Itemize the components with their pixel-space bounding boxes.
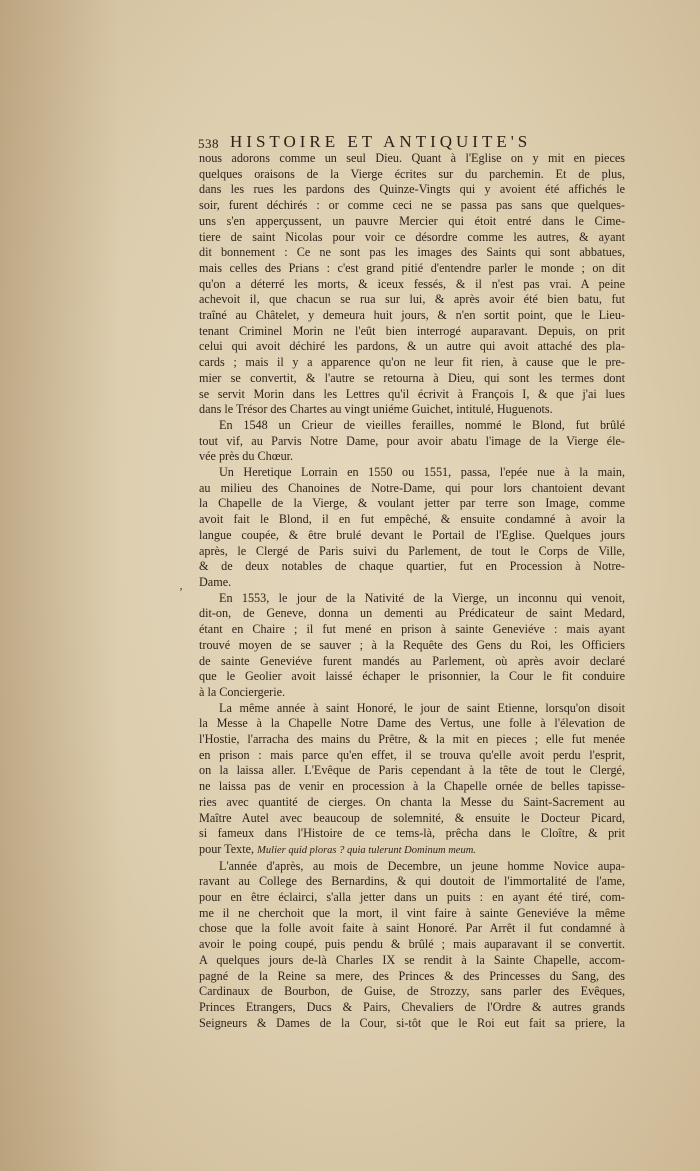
text-line: que le Geolier avoit laissé échaper le prisonnier, la Cour le fit conduire <box>199 669 625 684</box>
text-line: au milieu des Chanoines de Notre-Dame, qui pour lors chantoient devant <box>199 480 625 495</box>
page-number: 538 <box>198 136 219 151</box>
text-line: se servit Morin dans les Lettres qu'il écrivit à François I, & que j'ai lues <box>199 386 625 401</box>
text-line: quelques oraisons de la Vierge écrites sur du parchemin. Et de plus, <box>199 166 625 181</box>
text-line: me il ne cherchoit que la mort, il vint faire à sainte Geneviéve la même <box>199 905 625 920</box>
text-line: étant en Chaire ; il fut mené en prison à sainte Geneviéve : mais ayant <box>199 622 625 637</box>
text-line: ries avec quantité de cierges. On chanta la Messe du Saint-Sacrement au <box>199 794 625 809</box>
text-line: uns s'en apperçussent, un pauvre Mercier qui étoit entré dans le Cime- <box>199 213 625 228</box>
text-line: dit-on, de Geneve, donna un dementi au Prédicateur de saint Medard, <box>199 606 625 621</box>
text-line: en prison : mais parce qu'en effet, il se trouva qu'elle avoit perdu l'esprit, <box>199 747 625 762</box>
margin-mark: ʼ <box>179 585 183 599</box>
text-line: avoit fait le Blond, il en fut empêché, & ensuite condamné à avoir la <box>199 512 625 527</box>
text-line: après, le Clergé de Paris suivi du Parlement, de tout le Corps de Ville, <box>199 543 625 558</box>
text-line: Princes Etrangers, Ducs & Pairs, Chevaliers de l'Ordre & autres grands <box>199 999 625 1014</box>
text-line: La même année à saint Honoré, le jour de saint Etienne, lorsqu'on disoit <box>219 700 625 715</box>
text-line: langue coupée, & être brulé devant le Portail de l'Eglise. Quelques jours <box>199 527 625 542</box>
text-line: celui qui avoit déchiré les pardons, & un autre qui avoit attaché des pla- <box>199 339 625 354</box>
text-line: Cardinaux de Bourbon, de Guise, de Strozzy, sans parler des Evêques, <box>199 984 625 999</box>
text-line: qu'on a déterré les morts, & iceux fessés, & il n'est pas vrai. A peine <box>199 276 625 291</box>
text-line: Dame. <box>199 574 232 589</box>
text-line: A quelques jours de-là Charles IX se rendit à la Sainte Chapelle, accom- <box>199 952 625 967</box>
running-head: HISTOIRE ET ANTIQUITE'S <box>230 132 532 151</box>
text-line: à la Conciergerie. <box>199 684 286 699</box>
text-line: mier se convertit, & l'autre se retourna à Dieu, qui sont les termes dont <box>199 370 625 385</box>
body-text <box>199 151 625 1031</box>
text-line: avoir le poing coupé, puis pendu & brûlé ; mais auparavant il se convertit. <box>199 937 625 952</box>
text-line: vée près du Chœur. <box>199 449 294 464</box>
text-line: la Messe à la Chapelle Notre Dame des Vertus, une folle à l'élevation de <box>199 716 625 731</box>
text-line: Seigneurs & Dames de la Cour, si-tôt que le Roi eut fait sa priere, la <box>199 1015 625 1030</box>
page-gutter-shadow <box>0 0 120 1171</box>
text-line: si fameux dans l'Histoire de ce tems-là, prêcha dans le Cloître, & prit <box>199 826 625 841</box>
text-line: la Chapelle de la Vierge, & voulant jetter par terre son Image, comme <box>199 496 625 511</box>
text-line: pour en être éclairci, s'alla jetter dans un puits : en ayant été tiré, com- <box>199 890 625 905</box>
text-line: ravant au College des Bernardins, & qui doutoit de l'immortalité de l'ame, <box>199 874 625 889</box>
text-line: trouvé moyen de se sauver ; à la Requête des Gens du Roi, les Officiers <box>199 637 625 652</box>
text-line: tout vif, au Parvis Notre Dame, pour avoir abatu l'image de la Vierge éle- <box>199 433 625 448</box>
text-line: tiere de saint Nicolas pour voir ce désordre comme les autres, & ayant <box>199 229 625 244</box>
text-line: mais celles des Prians : c'est grand pitié d'entendre parler le monde ; on dit <box>199 260 625 275</box>
latin-quote: Mulier quid ploras ? quia tulerunt Dominum meum. <box>257 844 476 856</box>
text-line: de sainte Geneviéve furent mandés au Parlement, où après avoir declaré <box>199 653 625 668</box>
text-line: Un Heretique Lorrain en 1550 ou 1551, passa, l'epée nue à la main, <box>219 465 625 480</box>
text-line: l'Hostie, l'arracha des mains du Prêtre, & la mit en pieces ; elle fut menée <box>199 732 625 747</box>
text-line: pour Texte, <box>199 841 258 856</box>
text-line: chose que la folle avoit faite à saint Honoré. Par Arrêt il fut condamné à <box>199 921 625 936</box>
text-line: En 1548 un Crieur de vieilles ferailles, nommé le Blond, fut brûlé <box>219 417 625 432</box>
text-line: pagné de la Reine sa mere, des Princes & des Princesses du Sang, des <box>199 968 625 983</box>
text-line: nous adorons comme un seul Dieu. Quant à l'Eglise on y mit en pieces <box>199 151 625 165</box>
text-line: achevoit il, que chacun se rua sur lui, & après avoir été bien batu, fut <box>199 292 625 307</box>
text-line: traîné au Châtelet, y demeura huit jours, & n'en sortit point, que le Lieu- <box>199 308 625 323</box>
text-line: cards ; mais il y a apparence qu'on ne leur fit rien, à cause que le pre- <box>199 355 625 370</box>
text-line: ne laissa pas de venir en procession à la Chapelle ornée de belles tapisse- <box>199 779 625 794</box>
text-line: Maître Autel avec beaucoup de solemnité, & ensuite le Docteur Picard, <box>199 810 625 825</box>
text-line: dans le Trésor des Chartes au vingt uniéme Guichet, intitulé, Huguenots. <box>199 402 553 417</box>
text-line: on la laissa aller. L'Evêque de Paris cependant à la tête de tout le Clergé, <box>199 763 625 778</box>
text-line: dit bonnement : Ce ne sont pas les images des Saints qui sont abbatues, <box>199 245 625 260</box>
text-line: & de deux notables de chaque quartier, fut en Procession à Notre- <box>199 559 625 574</box>
text-line: soir, furent déchirés : or comme ceci ne se passa pas sans que quelques- <box>199 198 625 213</box>
text-line-with-quote <box>199 842 625 859</box>
text-line: tenant Criminel Morin ne l'eût bien interrogé auparavant. Depuis, on prit <box>199 323 625 338</box>
text-line: dans les rues les pardons des Quinze-Vingts qui y avoient été affichés le <box>199 182 625 197</box>
text-line: L'année d'après, au mois de Decembre, un jeune homme Novice aupa- <box>219 858 625 873</box>
text-line: En 1553, le jour de la Nativité de la Vierge, un inconnu qui venoit, <box>219 590 625 605</box>
